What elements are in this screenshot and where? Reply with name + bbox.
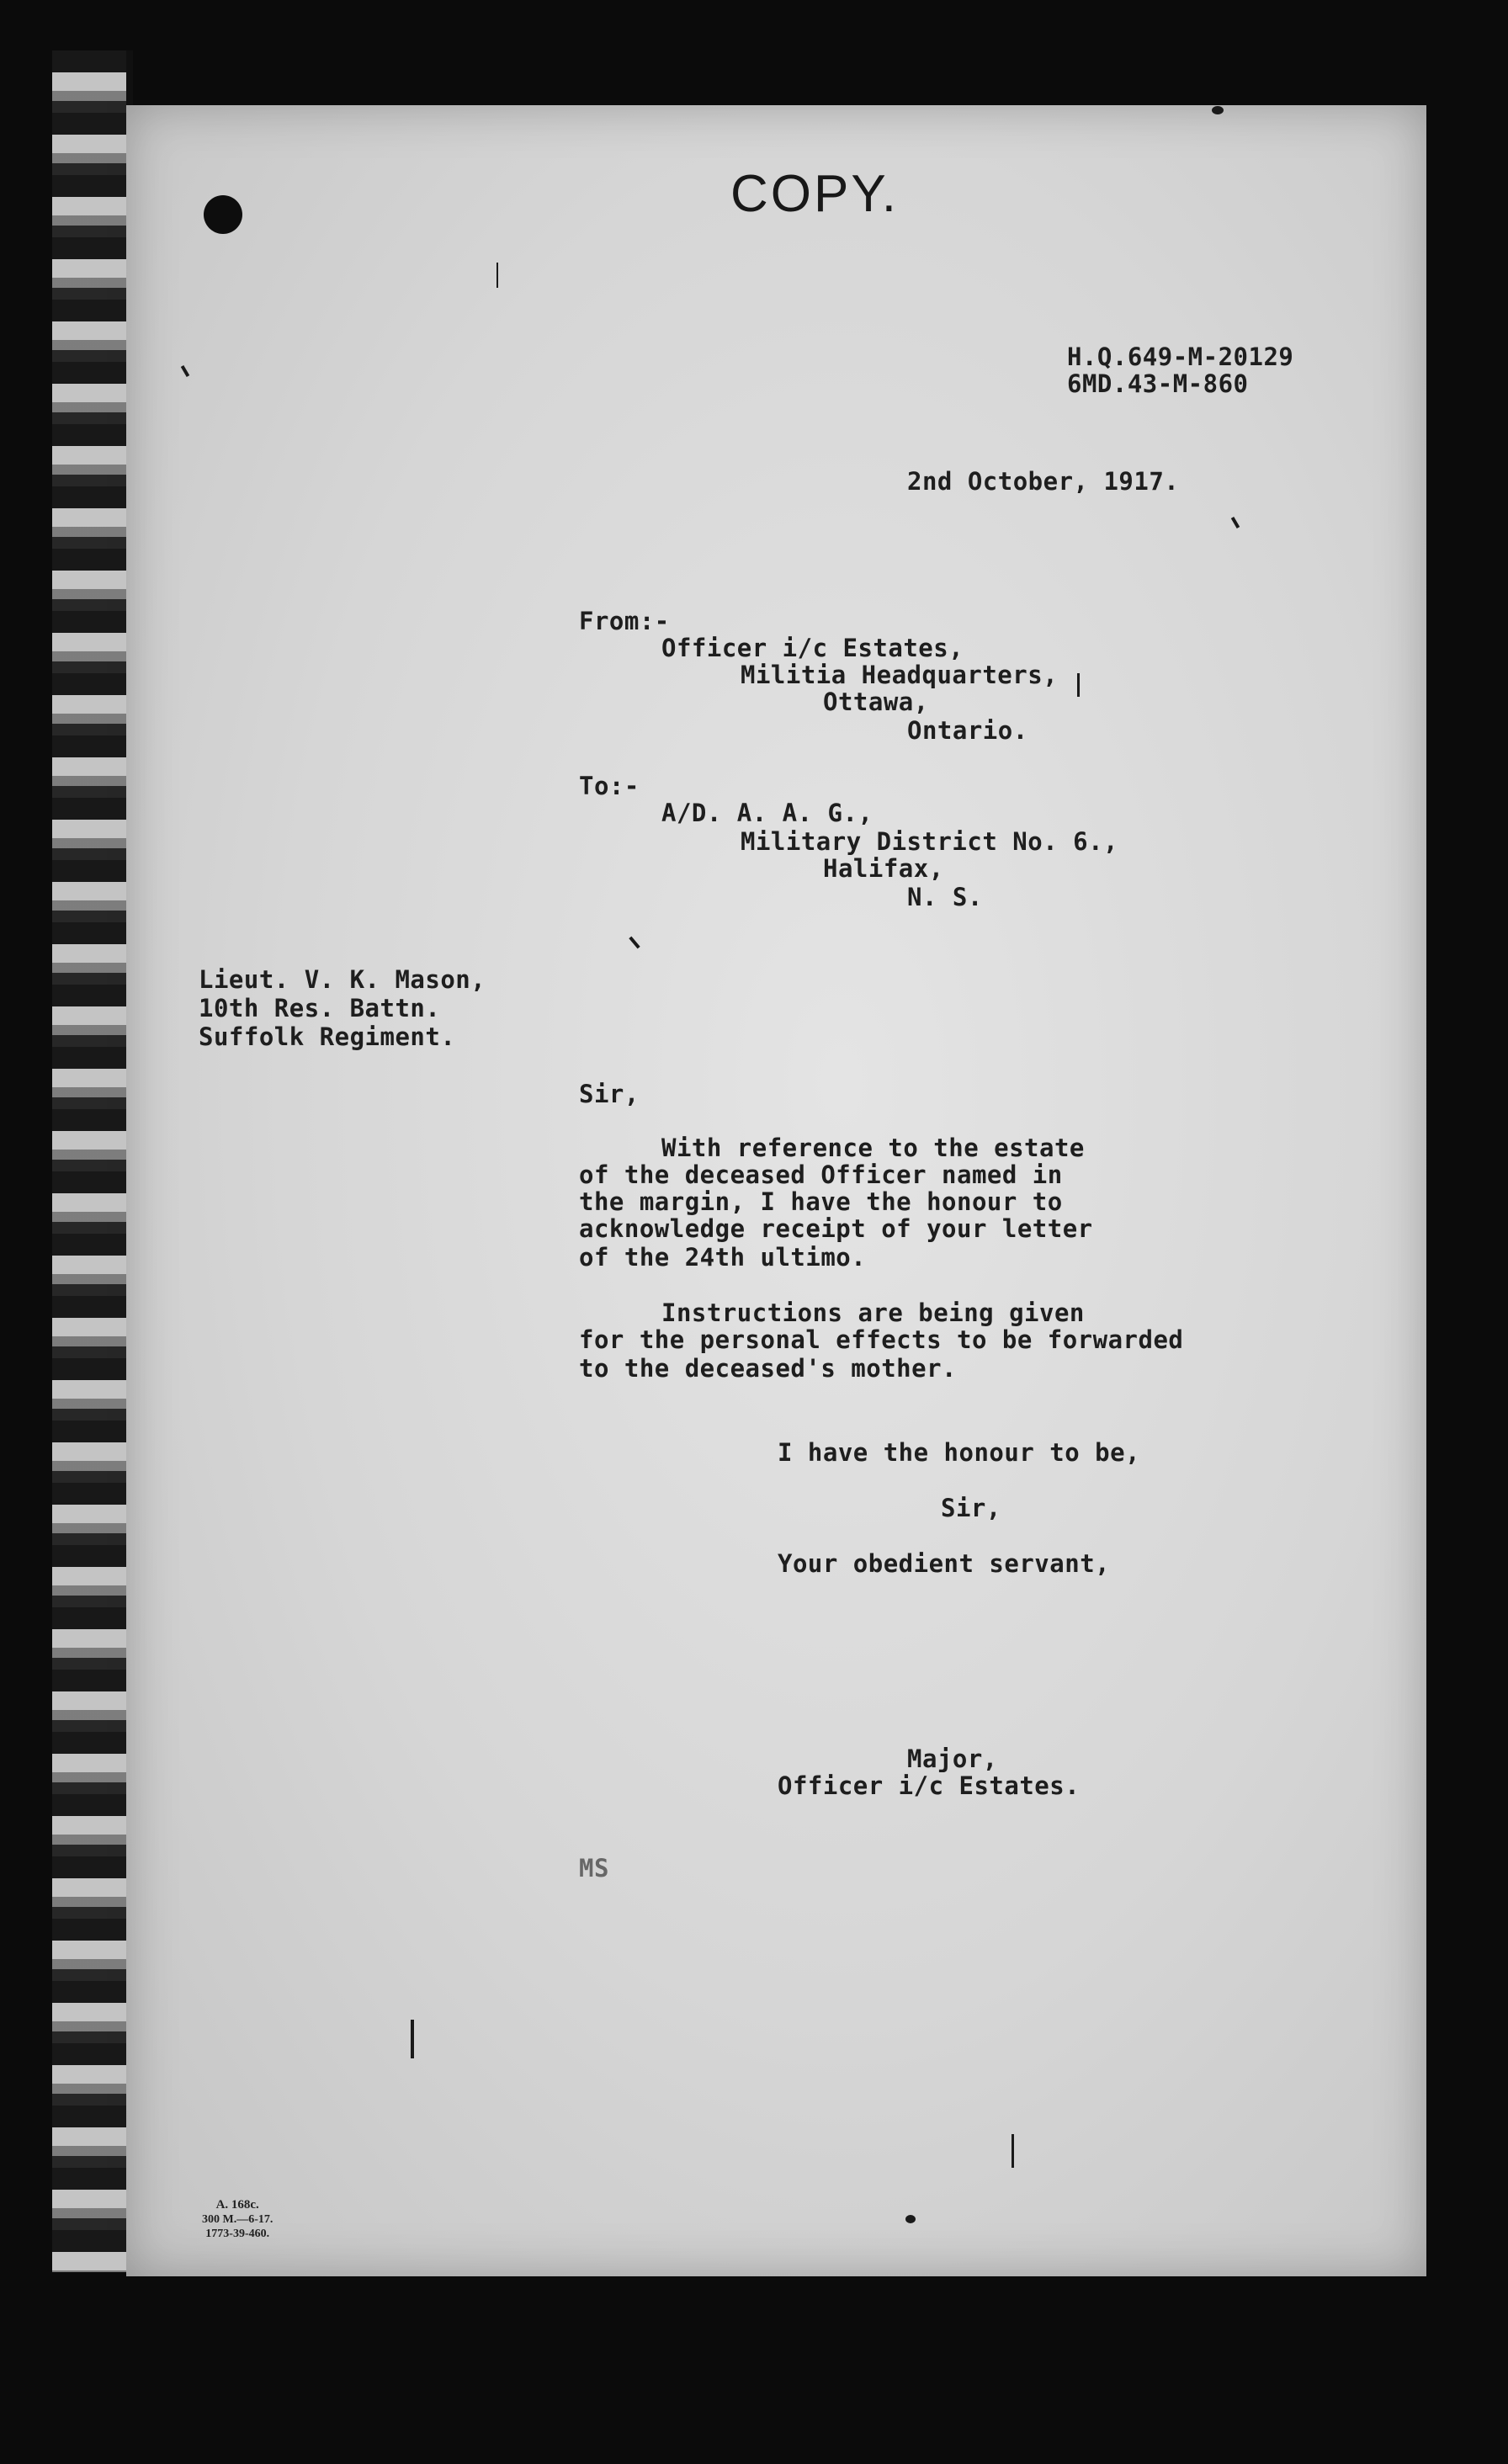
form-number-line-3: 1773-39-460. [205, 2228, 270, 2240]
from-line-4: Ontario. [907, 716, 1028, 745]
to-line-1: A/D. A. A. G., [661, 799, 873, 827]
scan-mark [1077, 673, 1080, 697]
typist-initials: MS [579, 1854, 609, 1883]
scan-mark [496, 263, 498, 288]
reference-number-2: 6MD.43-M-860 [1067, 369, 1249, 398]
to-line-4: N. S. [907, 883, 983, 911]
from-line-3: Ottawa, [823, 688, 929, 716]
body-p1-line-5: of the 24th ultimo. [579, 1243, 867, 1272]
scan-speck [1212, 106, 1224, 114]
to-label: To:- [579, 772, 640, 800]
closing-line-3: Your obedient servant, [778, 1549, 1111, 1578]
margin-note-line-1: Lieut. V. K. Mason, [199, 965, 486, 994]
letter-date: 2nd October, 1917. [907, 467, 1180, 496]
salutation: Sir, [579, 1080, 640, 1108]
signature-rank: Major, [907, 1744, 998, 1773]
scan-mark [411, 2020, 414, 2058]
form-number [202, 2198, 273, 2241]
to-line-3: Halifax, [823, 854, 944, 883]
copy-heading: COPY. [730, 165, 899, 223]
body-p1-line-1: With reference to the estate [661, 1134, 1085, 1162]
body-p1-line-2: of the deceased Officer named in [579, 1160, 1063, 1189]
signature-title: Officer i/c Estates. [778, 1771, 1081, 1800]
closing-line-1: I have the honour to be, [778, 1438, 1141, 1467]
from-line-2: Militia Headquarters, [741, 661, 1059, 689]
to-line-2: Military District No. 6., [741, 827, 1118, 856]
body-p2-line-3: to the deceased's mother. [579, 1354, 957, 1383]
film-strip-edge [52, 50, 126, 2272]
body-p1-line-3: the margin, I have the honour to [579, 1187, 1063, 1216]
body-p1-line-4: acknowledge receipt of your letter [579, 1214, 1093, 1243]
margin-note-line-3: Suffolk Regiment. [199, 1022, 456, 1051]
closing-line-2: Sir, [941, 1494, 1001, 1522]
body-p2-line-2: for the personal effects to be forwarded [579, 1325, 1184, 1354]
body-p2-line-1: Instructions are being given [661, 1298, 1085, 1327]
margin-note-line-2: 10th Res. Battn. [199, 994, 441, 1022]
scan-speck [905, 2215, 916, 2223]
reference-number-1: H.Q.649-M-20129 [1067, 343, 1294, 371]
form-number-line-1: A. 168c. [215, 2198, 259, 2212]
from-label: From:- [579, 607, 670, 635]
from-line-1: Officer i/c Estates, [661, 634, 964, 662]
form-number-line-2: 300 M.—6-17. [202, 2213, 273, 2226]
scan-mark [1012, 2134, 1014, 2168]
punch-hole [204, 195, 242, 234]
